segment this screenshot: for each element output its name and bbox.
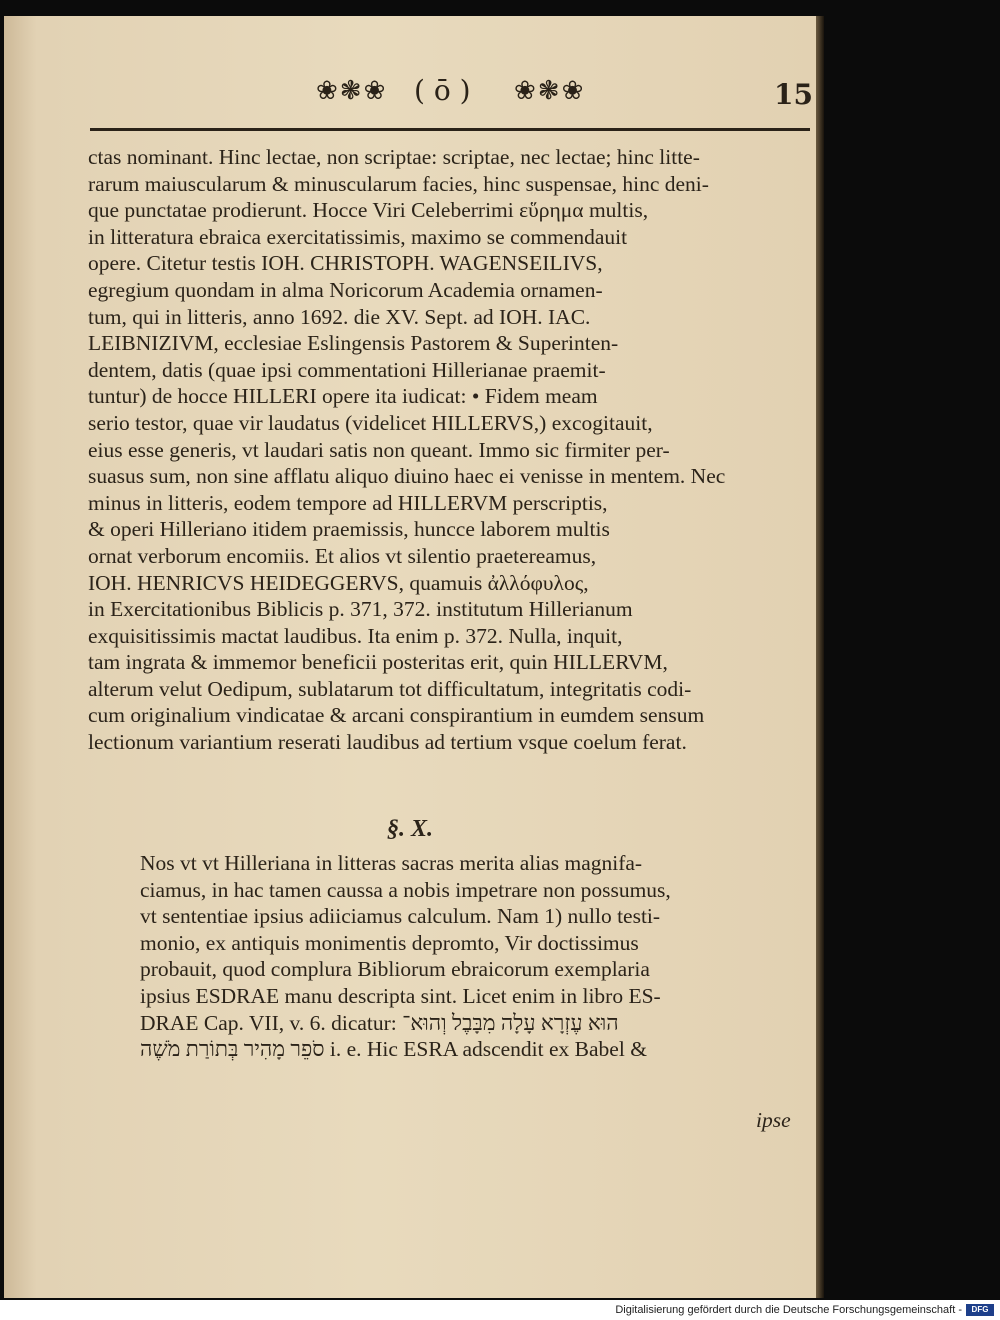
text-line: in litteratura ebraica exercitatissimis, maximo se commendauit [88,224,628,249]
text-line: IOH. HENRICVS HEIDEGGERVS, quamuis ἀλλόφυλος, [88,570,589,595]
text-line: opere. Citetur testis IOH. CHRISTOPH. WAGENSEILIVS, [88,251,603,276]
text-line: egregium quondam in alma Noricorum Academia ornamen- [88,277,603,302]
text-line: rarum maiuscularum & minuscularum facies, hinc suspensae, hinc deni- [88,171,709,196]
header-rule [90,128,810,131]
paragraph-1 [88,144,816,756]
text-line: tuntur) de hocce HILLERI opere ita iudicat: • Fidem meam [88,384,598,409]
text-line: Nos vt vt Hilleriana in litteras sacras merita alias magnifa- [140,851,643,875]
text-line: סֹפֵר מָהִיר בְּתוֹרַת מֹשֶׁה i. e. Hic ESRA adscendit ex Babel & [140,1037,647,1062]
text-line: alterum velut Oedipum, sublatarum tot difficultatum, integritatis codi- [88,676,692,701]
text-line: exquisitissimis mactat laudibus. Ita enim p. 372. Nulla, inquit, [88,623,623,648]
dfg-logo-icon: DFG [966,1304,994,1316]
text-line: & operi Hilleriano itidem praemissis, huncce laborem multis [88,517,610,542]
ornament-right-icon: ❀❃❀ [514,76,586,106]
text-line: tum, qui in litteris, anno 1692. die XV. Sept. ad IOH. IAC. [88,304,591,329]
text-line: eius esse generis, vt laudari satis non queant. Immo sic firmiter per- [88,437,670,462]
text-line: ornat verborum encomiis. Et alios vt silentio praetereamus, [88,543,597,568]
text-line: que punctatae prodierunt. Hocce Viri Celeberrimi εὕρημα multis, [88,198,649,223]
text-line: suasus sum, non sine afflatu aliquo diuino haec ei venisse in mentem. Nec [88,464,726,489]
text-line: dentem, datis (quae ipsi commentationi Hillerianae praemit- [88,357,606,382]
ornament-left-icon: ❀❃❀ [316,76,388,106]
book-page [4,16,816,1298]
text-line: DRAE Cap. VII, v. 6. dicatur: הוּא עֶזְרָא עָלָה מִבָּבֶל וְהוּא־ [140,1010,619,1035]
text-line: minus in litteris, eodem tempore ad HILLERVM perscriptis, [88,490,608,515]
digitization-credit: Digitalisierung gefördert durch die Deutsche Forschungsgemeinschaft - [615,1304,962,1316]
page-number: 15 [774,78,813,111]
text-line: ctas nominant. Hinc lectae, non scriptae: scriptae, nec lectae; hinc litte- [88,145,700,169]
text-line: ciamus, in hac tamen caussa a nobis impetrare non possumus, [140,877,671,902]
text-line: vt sententiae ipsius adiiciamus calculum. Nam 1) nullo testi- [140,904,661,929]
page-signature: ( ō ) [414,74,471,107]
text-line: monio, ex antiquis monimentis depromto, Vir doctissimus [140,930,639,955]
paragraph-2 [88,850,816,1063]
catchword: ipse [756,1108,791,1132]
text-line: LEIBNIZIVM, ecclesiae Eslingensis Pastorem & Superinten- [88,331,619,356]
text-line: in Exercitationibus Biblicis p. 371, 372. institutum Hillerianum [88,597,633,622]
text-line: cum originalium vindicatae & arcani conspirantium in eumdem sensum [88,703,705,728]
text-line: ipsius ESDRAE manu descripta sint. Licet enim in libro ES- [140,983,661,1008]
text-line: tam ingrata & immemor beneficii posteritas erit, quin HILLERVM, [88,650,668,675]
text-line: lectionum variantium reserati laudibus ad tertium vsque coelum ferat. [88,730,687,755]
running-head [4,74,816,114]
text-line: serio testor, quae vir laudatus (videlicet HILLERVS,) excogitauit, [88,410,653,435]
text-line: probauit, quod complura Bibliorum ebraicorum exemplaria [140,957,650,982]
section-heading: §. X. [386,816,433,842]
